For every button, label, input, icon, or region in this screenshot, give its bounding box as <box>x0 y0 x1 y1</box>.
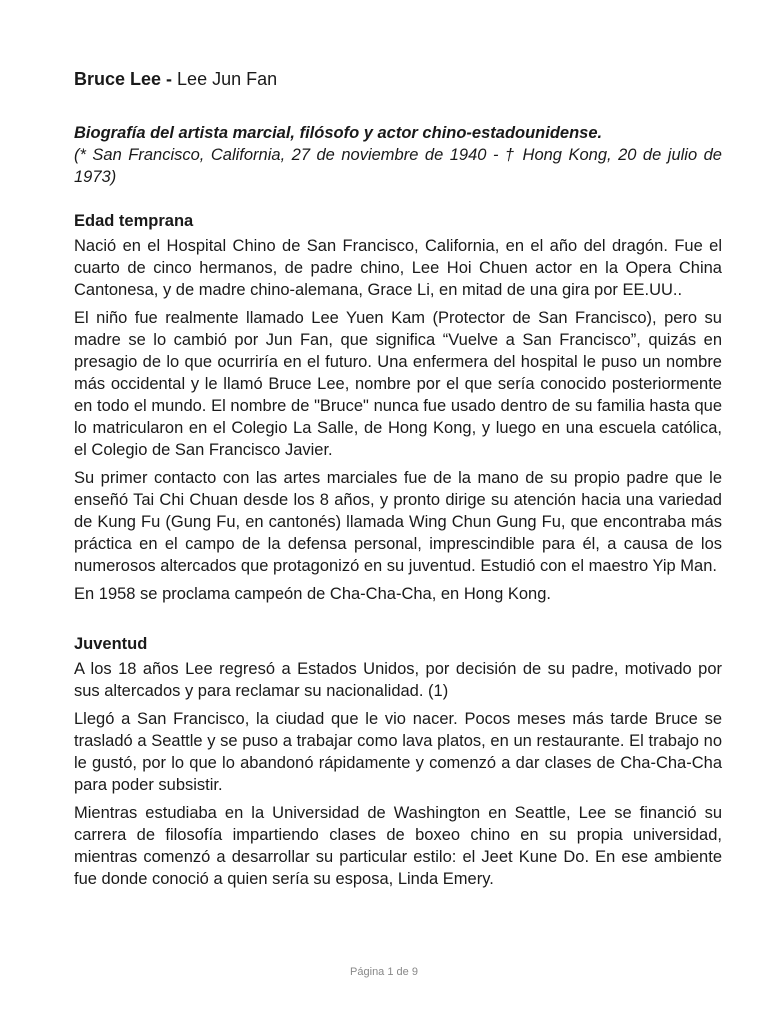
paragraph: Su primer contacto con las artes marciales fue de la mano de su propio padre que le enseñó Tai Chi Chuan desde los 8 años, y pronto dirige su atención hacia una variedad de Kung Fu (Gung Fu, en cantonés) llamada Wing Chun Gung Fu, que encontraba más práctica en el campo de la defensa personal, imprescindible para él, a causa de los numerosos altercados que protagonizó en su juventud. Estudió con el maestro Yip Man. <box>74 469 722 575</box>
document-page <box>74 66 722 890</box>
page-number-footer: Página 1 de 9 <box>350 966 418 978</box>
document-title <box>74 66 722 92</box>
title-alias: Lee Jun Fan <box>172 69 278 89</box>
title-name: Bruce Lee - <box>74 69 173 89</box>
paragraph: A los 18 años Lee regresó a Estados Unidos, por decisión de su padre, motivado por sus altercados y para reclamar su nacionalidad. (1) <box>74 660 722 700</box>
section-heading-early-life: Edad temprana <box>74 212 194 230</box>
paragraph: Mientras estudiaba en la Universidad de Washington en Seattle, Lee se financió su carrera de filosofía impartiendo clases de boxeo chino en su propia universidad, mientras comenzó a desarrollar su particular estilo: el Jeet Kune Do. En ese ambiente fue donde conoció a quien sería su esposa, Linda Emery. <box>74 804 722 888</box>
document-subtitle: Biografía del artista marcial, filósofo y actor chino-estadounidense. <box>74 124 603 142</box>
section-heading-youth: Juventud <box>74 635 148 653</box>
paragraph: Llegó a San Francisco, la ciudad que le vio nacer. Pocos meses más tarde Bruce se trasladó a Seattle y se puso a trabajar como lava platos, en un restaurante. El trabajo no le gustó, por lo que lo abandonó rápidamente y comenzó a dar clases de Cha-Cha-Cha para poder subsistir. <box>74 710 722 794</box>
birth-death-dates: (* San Francisco, California, 27 de noviembre de 1940 - † Hong Kong, 20 de julio de 1973) <box>74 146 722 186</box>
paragraph: El niño fue realmente llamado Lee Yuen Kam (Protector de San Francisco), pero su madre se lo cambió por Jun Fan, que significa “Vuelve a San Francisco”, quizás en presagio de lo que ocurriría en el futuro. Una enfermera del hospital le puso un nombre más occidental y le llamó Bruce Lee, nombre por el que sería conocido posteriormente en todo el mundo. El nombre de "Bruce" nunca fue usado dentro de su familia hasta que lo matricularon en el Colegio La Salle, de Hong Kong, y luego en una escuela católica, el Colegio de San Francisco Javier. <box>74 309 722 459</box>
paragraph: Nació en el Hospital Chino de San Francisco, California, en el año del dragón. Fue el cuarto de cinco hermanos, de padre chino, Lee Hoi Chuen actor en la Opera China Cantonesa, y de madre chino-alemana, Grace Li, en mitad de una gira por EE.UU.. <box>74 237 722 299</box>
paragraph: En 1958 se proclama campeón de Cha-Cha-Cha, en Hong Kong. <box>74 585 551 603</box>
